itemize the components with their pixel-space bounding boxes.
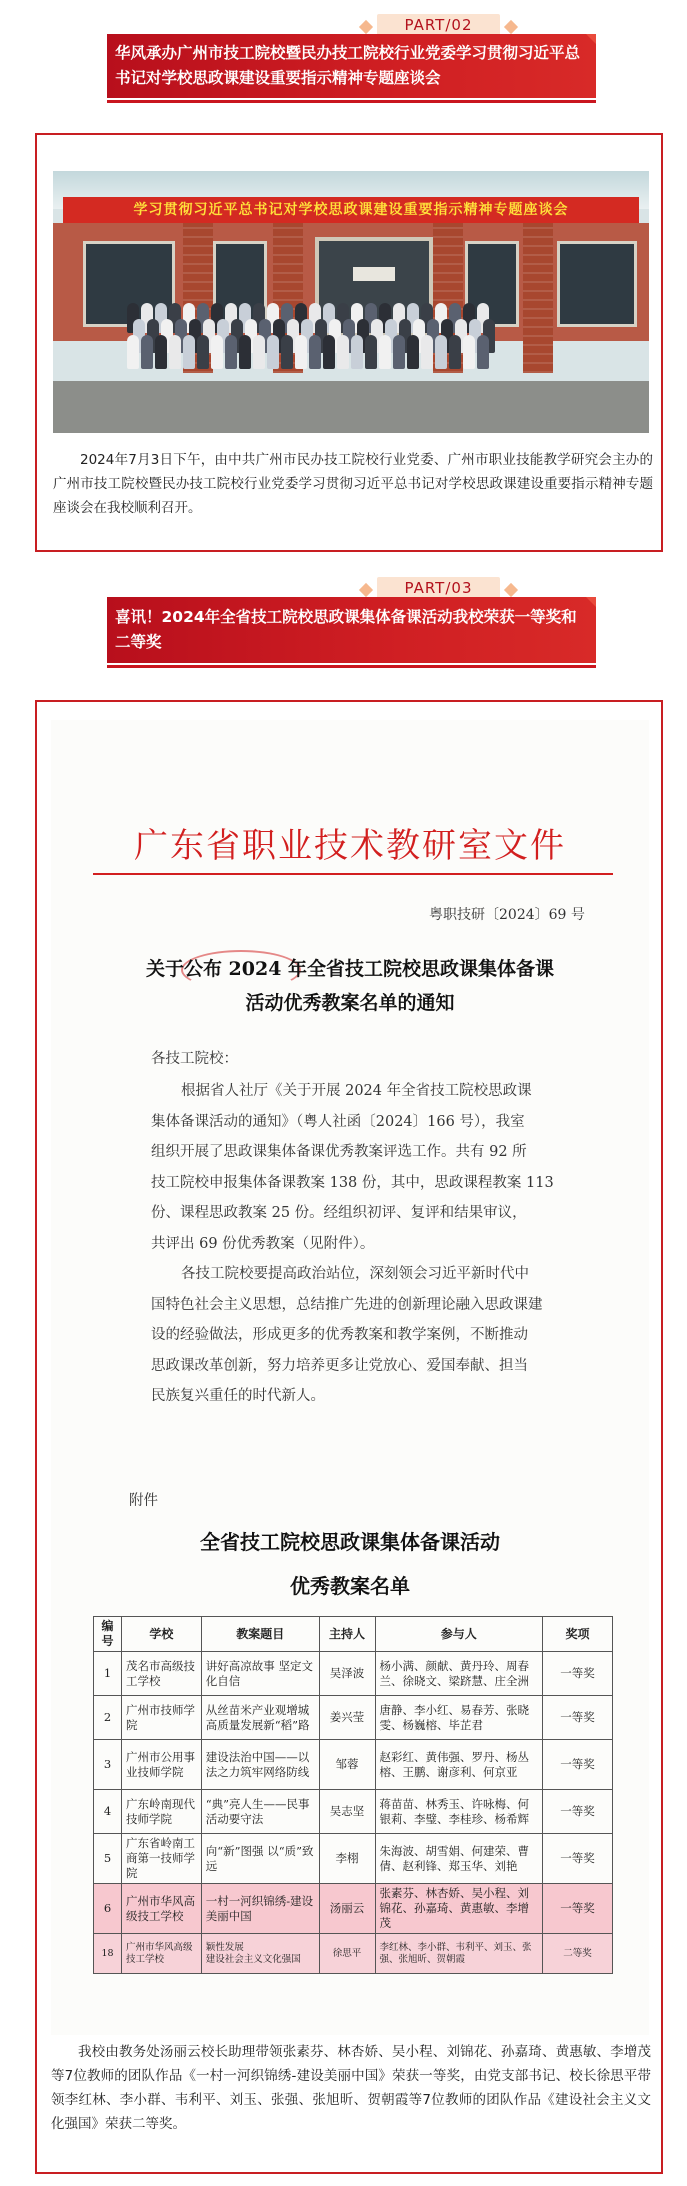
table-cell: 广州市技师学院 — [121, 1696, 201, 1740]
photo-banner: 学习贯彻习近平总书记对学校思政课建设重要指示精神专题座谈会 — [63, 197, 639, 223]
table-cell: 二等奖 — [543, 1934, 613, 1974]
part3-tag: PART/03 — [377, 577, 500, 599]
part3-paragraph: 我校由教务处汤丽云校长助理带领张素芬、林杏娇、吴小程、刘锦花、孙嘉琦、黄惠敏、李增茂等7位教师的团队作品《一村一河织锦绣-建设美丽中国》荣获一等奖，由党支部书记、校长徐思平带领李红林、李小群、韦利平、刘玉、张强、张旭昕、贺朝霞等7位教师的团队作品《建设社会主义文化强国》荣获二等奖。 — [51, 2044, 651, 2132]
table-cell: 建设法治中国——以法之力筑牢网络防线 — [201, 1740, 319, 1790]
table-cell: 3 — [94, 1740, 122, 1790]
table-row — [94, 1884, 613, 1934]
part3-frame — [35, 700, 663, 2174]
table-cell: 姜兴莹 — [319, 1696, 375, 1740]
table-row — [94, 1834, 613, 1884]
table-row — [94, 1790, 613, 1834]
col-school: 学校 — [121, 1617, 201, 1652]
table-cell: 李红林、李小群、韦利平、刘玉、张强、张旭昕、贺朝霞 — [375, 1934, 543, 1974]
table-cell: 颖性发展 建设社会主义文化强国 — [201, 1934, 319, 1974]
table-cell: 一等奖 — [543, 1790, 613, 1834]
table-row — [94, 1740, 613, 1790]
document-scan — [51, 720, 649, 2035]
crowd — [127, 303, 497, 369]
attachment-label: 附件 — [129, 1493, 158, 1509]
table-cell: 赵彩红、黄伟强、罗丹、杨丛榕、王鹏、谢彦利、何京亚 — [375, 1740, 543, 1790]
table-cell: 5 — [94, 1834, 122, 1884]
salutation: 各技工院校： — [151, 1051, 238, 1067]
table-cell: 18 — [94, 1934, 122, 1974]
table-cell: 唐静、李小红、易春芳、张晓雯、杨巍榕、毕芷君 — [375, 1696, 543, 1740]
col-award: 奖项 — [543, 1617, 613, 1652]
part2-paragraph: 2024年7月3日下午，由中共广州市民办技工院校行业党委、广州市职业技能教学研究会主办的广州市技工院校暨民办技工院校行业党委学习贯彻习近平总书记对学校思政课建设重要指示精神专题座谈会在我校顺利召开。 — [53, 452, 653, 516]
red-rule — [93, 873, 613, 875]
part2-tag: PART/02 — [377, 14, 500, 36]
part3-header — [107, 577, 596, 667]
table-row — [94, 1696, 613, 1740]
table-cell: 广东省岭南工商第一技师学院 — [121, 1834, 201, 1884]
part2-title: 华风承办广州市技工院校暨民办技工院校行业党委学习贯彻习近平总书记对学校思政课建设重要指示精神专题座谈会 — [107, 34, 596, 98]
part2-frame — [35, 133, 663, 552]
meeting-group-photo — [53, 171, 649, 433]
part3-title: 喜讯！2024年全省技工院校思政课集体备课活动我校荣获一等奖和二等奖 — [107, 597, 596, 663]
corner-decoration — [586, 34, 596, 44]
document-header: 广东省职业技术教研室文件 — [134, 826, 566, 866]
col-number: 编号 — [94, 1617, 122, 1652]
table-cell: 杨小满、颜献、黄丹玲、周春兰、徐晓文、梁跻慧、庄全洲 — [375, 1652, 543, 1696]
table-cell: 茂名市高级技工学校 — [121, 1652, 201, 1696]
table-row-partial — [94, 1934, 613, 1974]
table-cell: 6 — [94, 1884, 122, 1934]
table-cell: “典”亮人生——民事活动要守法 — [201, 1790, 319, 1834]
table-cell: 邹蓉 — [319, 1740, 375, 1790]
table-cell: 向“新”图强 以“质”致远 — [201, 1834, 319, 1884]
table-cell: 一等奖 — [543, 1696, 613, 1740]
table-cell: 1 — [94, 1652, 122, 1696]
table-cell: 4 — [94, 1790, 122, 1834]
table-cell: 一村一河织锦绣-建设美丽中国 — [201, 1884, 319, 1934]
table-cell: 一等奖 — [543, 1652, 613, 1696]
table-cell: 广州市华风高级技工学校 — [121, 1934, 201, 1974]
table-cell: 广州市华风高级技工学校 — [121, 1884, 201, 1934]
col-members: 参与人 — [375, 1617, 543, 1652]
corner-decoration — [586, 597, 596, 607]
table-cell: 一等奖 — [543, 1834, 613, 1884]
table-row — [94, 1652, 613, 1696]
table-cell: 广东岭南现代技师学院 — [121, 1790, 201, 1834]
table-cell: 讲好高凉故事 坚定文化自信 — [201, 1652, 319, 1696]
table-cell: 广州市公用事业技师学院 — [121, 1740, 201, 1790]
notice-body: 根据省人社厅《关于开展 2024 年全省技工院校思政课 集体备课活动的通知》（粤人社函〔2024〕166 号），我室 组织开展了思政课集体备课优秀教案评选工作。共有 92 所 技工院校申报集体备课教案 138 份，其中，思政课程教案 113 份、课程思政教案 25 份。经组织初评、复评和结果审议， 共评出 69 份优秀教案（见附件）。 各技工院校要提高政治站位，深刻领会习近平新时代中 国特色社会主义思想，总结推广先进的创新理论融入思政课建 设的经验做法，形成更多的优秀教案和教学案例，不断推动 思政课改革创新，努力培养更多让党放心、爱国奉献、担当 民族复兴重任的时代新人。 — [151, 1083, 554, 1404]
table-cell: 徐思平 — [319, 1934, 375, 1974]
list-title: 全省技工院校思政课集体备课活动 优秀教案名单 — [200, 1530, 500, 1598]
table-cell: 一等奖 — [543, 1740, 613, 1790]
table-cell: 一等奖 — [543, 1884, 613, 1934]
table-cell: 吴志坚 — [319, 1790, 375, 1834]
document-number: 粤职技研〔2024〕69 号 — [429, 907, 585, 923]
award-table — [93, 1616, 613, 1974]
table-cell: 蒋苗苗、林秀玉、许咏梅、何银莉、李璧、李桂珍、杨希辉 — [375, 1790, 543, 1834]
col-host: 主持人 — [319, 1617, 375, 1652]
table-cell: 吴泽波 — [319, 1652, 375, 1696]
table-header-row — [94, 1617, 613, 1652]
table-cell: 汤丽云 — [319, 1884, 375, 1934]
table-cell: 从丝苗米产业观增城高质量发展新“稻”路 — [201, 1696, 319, 1740]
table-cell: 朱海波、胡雪娟、何建荣、曹倩、赵利锋、郑玉华、刘艳 — [375, 1834, 543, 1884]
notice-title: 关于公布 2024 年全省技工院校思政课集体备课 活动优秀教案名单的通知 — [145, 958, 555, 1014]
table-cell: 张素芬、林杏娇、吴小程、刘锦花、孙嘉琦、黄惠敏、李增茂 — [375, 1884, 543, 1934]
table-cell: 李栩 — [319, 1834, 375, 1884]
col-topic: 教案题目 — [201, 1617, 319, 1652]
part2-header — [107, 14, 596, 94]
table-cell: 2 — [94, 1696, 122, 1740]
